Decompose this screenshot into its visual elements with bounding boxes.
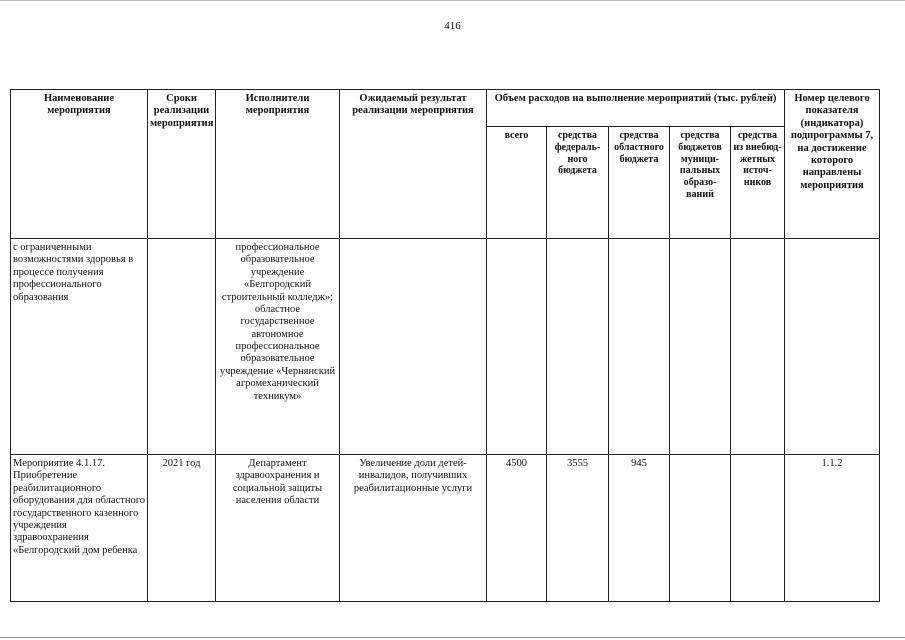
table-row: [11, 239, 880, 455]
cell-regional: [609, 239, 670, 455]
cell-period: 2021 год: [148, 455, 216, 602]
cell-federal: [547, 239, 609, 455]
cell-total: [487, 239, 547, 455]
header-name: Наименование мероприятия: [11, 90, 148, 239]
cell-name: Мероприятие 4.1.17. Приобретение реабилитационного оборудования для областного государственного казенного учреждения здравоохранения «Белгородский дом ребенка: [11, 455, 148, 602]
scan-edge-top: [0, 0, 905, 1]
measures-table: [10, 89, 880, 602]
header-indicator: Номер целевого показателя (индикатора) подпрограммы 7, на достижение которого направлены мероприятия: [785, 90, 880, 239]
cell-total: 4500: [487, 455, 547, 602]
cell-federal: 3555: [547, 455, 609, 602]
cell-regional: 945: [609, 455, 670, 602]
cell-name: с ограниченными возможностями здоровья в процессе получения профессионального образования: [11, 239, 148, 455]
cell-indicator: [785, 239, 880, 455]
header-regional: средства областного бюджета: [609, 127, 670, 239]
cell-executors: Департамент здравоохранения и социальной защиты населения области: [216, 455, 340, 602]
header-row: [11, 90, 880, 127]
cell-result: [340, 239, 487, 455]
header-result: Ожидаемый результат реализации мероприятия: [340, 90, 487, 239]
cell-result: Увеличение доли детей-инвалидов, получивших реабилитационные услуги: [340, 455, 487, 602]
page-number: 416: [444, 20, 461, 32]
table-row: [11, 455, 880, 602]
header-extrabudget: средства из внебюд-жетных источ-ников: [731, 127, 785, 239]
cell-extrabudget: [731, 455, 785, 602]
cell-extrabudget: [731, 239, 785, 455]
header-federal: средства федераль-ного бюджета: [547, 127, 609, 239]
cell-municipal: [670, 239, 731, 455]
cell-executors: профессиональное образовательное учреждение «Белгородский строительный колледж»; областное государственное автономное профессиональное образовательное учреждение «Чернянский агромеханический техникум»: [216, 239, 340, 455]
scan-edge-bottom: [0, 637, 905, 638]
header-executors: Исполнители мероприятия: [216, 90, 340, 239]
cell-municipal: [670, 455, 731, 602]
header-total: всего: [487, 127, 547, 239]
header-expenses-group: Объем расходов на выполнение мероприятий (тыс. рублей): [487, 90, 785, 127]
header-municipal: средства бюджетов муници-пальных образо-ваний: [670, 127, 731, 239]
cell-indicator: 1.1.2: [785, 455, 880, 602]
header-period: Сроки реализации мероприятия: [148, 90, 216, 239]
cell-period: [148, 239, 216, 455]
